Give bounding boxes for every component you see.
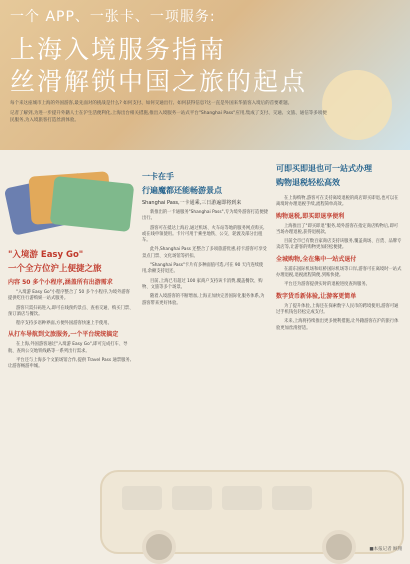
col3-paragraph: 上海推出了"即买即退"服务,境外游客在指定商店购物后,即可当场办理退税,获得退税款。 (276, 223, 399, 235)
col3-paragraph: 平台还为游客提供实时的退税进度查询服务。 (284, 282, 370, 288)
col3-paragraph: 为了提升体验,上海还在探索数字人民币的跨境使用,游客可通过手机钱包轻松完成支付。 (276, 303, 399, 315)
col3-headline1: 可即买即退也可一站式办理 (276, 164, 372, 173)
col1-headline2: 一个全方位沪上便捷之旅 (8, 264, 102, 274)
col2-paragraph: "Shanghai Pass"卡片有多种面值可选,可在 90 天内连续使用,余额支持退还。 (142, 263, 264, 275)
column-middle (142, 172, 268, 310)
col3-paragraph: 未来,上海将持续推出更多便利措施,让外籍游客在沪的旅行体验更加丝滑舒适。 (276, 319, 399, 331)
lead-paragraph: 记者了解到,为进一步提升外籍人士在沪生活便利化,上海出台相关措施,推出入境服务一站式平台"Shanghai Pass"应用,集成了支付、交通、文旅、通信等多项便民服务,为入境旅客打造丝滑体验。 (10, 111, 327, 123)
col1-paragraph: 程序支持多语种界面,方便外国游客快速上手使用。 (16, 321, 112, 327)
col2-lead: Shanghai Pass,一卡通乘,三日游遍即将到来 (142, 200, 242, 206)
hero-title-line2: 丝滑解锁中国之旅的起点 (10, 67, 308, 96)
col1-paragraph: "入境游 Easy Go"小程序整合了 50 多个小程序,为境外游客提供吃住行游购娱一站式服务。 (8, 290, 130, 302)
hero-kicker: 一个 APP、一张卡、一项服务: (10, 9, 216, 25)
col3-intro: 在上海购物,游客可在支持离境退税的商店即买即退,也可以在离境时办理退税手续,流程简单高效。 (276, 196, 399, 208)
column-right (276, 196, 402, 335)
col2-paragraph: 游客可在抵达上海后,通过机场、火车站等地的服务网点购买,或在线申领使用。卡片可用于乘坐地铁、公交、轮渡及部分出租车。 (142, 225, 265, 244)
bus-window (272, 486, 312, 510)
col1-paragraph: 在上海,外国游客通过"入境游 Easy Go",即可完成打车、导航、查询公交地铁线路等一系列出行需求。 (8, 342, 128, 354)
hero-banner (0, 0, 410, 150)
bus-window (172, 486, 212, 510)
col3-paragraph: 在浦东国际机场和虹桥国际机场等口岸,游客可在离境时一站式办理退税,退税流程简便,到账快捷。 (276, 266, 402, 279)
bus-window (222, 486, 262, 510)
author-credit: ■本报记者 顾翔 (369, 547, 402, 552)
col2-paragraph: 随着入境游客的不断增加,上海正加快完善国际化服务体系,为游客带来更好体验。 (142, 294, 265, 306)
col1-subheading: 从打车导航到文旅服务,一个平台统统搞定 (8, 331, 119, 339)
col1-paragraph: 平台还与上海多个文旅场馆合作,提供 Travel Pass 通票服务,让游客畅游申城。 (8, 358, 132, 370)
column-left (8, 250, 134, 374)
bus-wheel (322, 530, 356, 564)
col1-paragraph: 游客只需扫码进入,即可在线预约景点、查看交通、购买门票、预订酒店与餐饮。 (8, 305, 134, 317)
decorative-circle (322, 70, 392, 140)
col3-subheading: 购物退税,即买即退享便利 (276, 212, 345, 220)
col1-headline1: "入境游 Easy Go" (8, 250, 84, 260)
col2-paragraph: 目前,上海已有超过 100 家商户支持该卡消费,覆盖餐饮、购物、文旅等多个场景。 (142, 278, 263, 290)
col2-headline1: 一卡在手 (142, 172, 174, 181)
bus-illustration (100, 470, 404, 554)
col3-paragraph: 目前全市已有数百家商店支持该服务,覆盖商场、百货、品牌专卖店等,让游客的购物更加轻松便捷。 (276, 239, 402, 251)
col3-headline2: 购物退税轻松高效 (276, 178, 340, 187)
col2-paragraph: 此外,Shanghai Pass 还整合了多项旅游优惠,持卡游客可享受景点门票、文化场馆等折扣。 (142, 247, 267, 259)
lead-paragraphs (10, 100, 328, 127)
card-stack-illustration (8, 170, 128, 230)
bus-window (122, 486, 162, 510)
col3-subheading: 数字货币新体验,让游客更简单 (276, 292, 357, 300)
col1-subheading: 内容 50 多个小程序,涵盖所有出游需求 (8, 279, 113, 286)
bus-wheel (142, 530, 176, 564)
column-right-header (276, 164, 402, 192)
hero-title-line1: 上海入境服务指南 (10, 35, 227, 64)
col2-paragraph: 新推出的一卡通服务"Shanghai Pass",专为境外游客打造便捷出行。 (142, 210, 268, 222)
card-illustration (50, 176, 135, 232)
lead-paragraph: 每个来这座城市上海的外国游客,最先面对的挑战是什么? 如何支付、如何交通出行、如何获得信息?这一直是外国来华旅客入境后的首要难题。 (10, 101, 293, 106)
col3-subheading: 全城购物,全在集中一站式退付 (276, 255, 357, 263)
col2-headline2: 行遍魔都还能畅游景点 (142, 186, 222, 195)
